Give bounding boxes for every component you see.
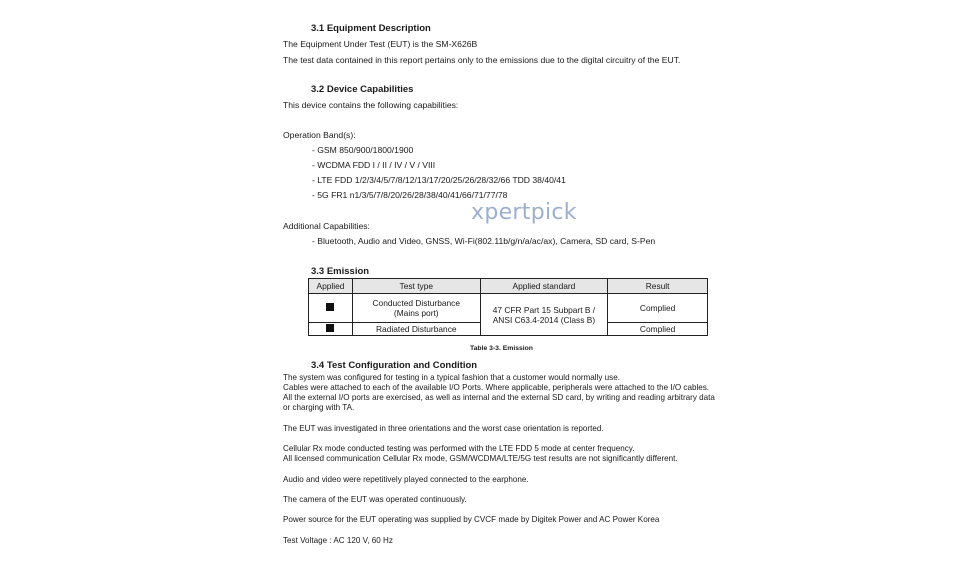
applied-cell	[309, 294, 353, 323]
test-type-line: Conducted Disturbance	[372, 298, 461, 308]
section-3-1-heading: 3.1 Equipment Description	[311, 23, 431, 34]
additional-capabilities-list: - Bluetooth, Audio and Video, GNSS, Wi-Fi(802.11b/g/n/a/ac/ax), Camera, SD card, S-Pen	[312, 236, 656, 246]
result-cell: Complied	[608, 323, 708, 336]
config-paragraph: All the external I/O ports are exercised, as well as internal and the external SD card, by writing and reading arbitrary data	[283, 393, 715, 402]
additional-capabilities-label: Additional Capabilities:	[283, 221, 370, 231]
band-item: - WCDMA FDD I / II / IV / V / VIII	[312, 160, 436, 170]
emission-table	[308, 278, 708, 336]
test-type-line: (Mains port)	[393, 308, 439, 318]
filled-checkbox-icon	[326, 303, 334, 311]
band-item: - LTE FDD 1/2/3/4/5/7/8/12/13/17/20/25/26/28/32/66 TDD 38/40/41	[312, 175, 566, 185]
section-3-4-heading: 3.4 Test Configuration and Condition	[311, 360, 478, 371]
test-voltage-paragraph: Test Voltage : AC 120 V, 60 Hz	[283, 536, 393, 545]
applied-cell	[309, 323, 353, 336]
test-data-line: The test data contained in this report pertains only to the emissions due to the digital circuitry of the EUT.	[283, 55, 681, 65]
watermark-logo: xpertpick	[471, 200, 577, 225]
config-paragraph: Cables were attached to each of the available I/O Ports. Where applicable, peripherals were attached to the I/O cables.	[283, 383, 710, 392]
power-source-paragraph: Power source for the EUT operating was supplied by CVCF made by Digitek Power and AC Power Korea	[283, 515, 660, 524]
table-caption: Table 3-3. Emission	[470, 345, 533, 352]
table-row	[309, 294, 708, 323]
table-header-row	[309, 279, 708, 294]
header-applied-standard: Applied standard	[480, 279, 608, 294]
header-test-type: Test type	[352, 279, 480, 294]
header-result: Result	[608, 279, 708, 294]
result-cell: Complied	[608, 294, 708, 323]
test-type-cell: Radiated Disturbance	[352, 323, 480, 336]
audio-video-paragraph: Audio and video were repetitively played connected to the earphone.	[283, 475, 529, 484]
header-applied: Applied	[309, 279, 353, 294]
config-paragraph: The system was configured for testing in a typical fashion that a customer would normally use.	[283, 373, 620, 382]
camera-paragraph: The camera of the EUT was operated continuously.	[283, 495, 467, 504]
cellular-paragraph: All licensed communication Cellular Rx mode, GSM/WCDMA/LTE/5G test results are not significantly different.	[283, 454, 678, 463]
standard-line: 47 CFR Part 15 Subpart B /	[492, 304, 596, 315]
section-3-2-heading: 3.2 Device Capabilities	[311, 84, 414, 95]
test-type-cell	[352, 294, 480, 323]
band-item: - 5G FR1 n1/3/5/7/8/20/26/28/38/40/41/66/71/77/78	[312, 190, 508, 200]
config-paragraph: or charging with TA.	[283, 403, 355, 412]
section-3-3-heading: 3.3 Emission	[311, 266, 370, 277]
operation-bands-label: Operation Band(s):	[283, 130, 356, 140]
orientation-paragraph: The EUT was investigated in three orientations and the worst case orientation is reported.	[283, 424, 604, 433]
standard-line: ANSI C63.4-2014 (Class B)	[492, 314, 596, 325]
filled-checkbox-icon	[326, 324, 334, 332]
capabilities-intro: This device contains the following capabilities:	[283, 100, 459, 110]
applied-standard-cell	[480, 294, 608, 336]
band-item: - GSM 850/900/1800/1900	[312, 145, 414, 155]
cellular-paragraph: Cellular Rx mode conducted testing was performed with the LTE FDD 5 mode at center frequency.	[283, 444, 635, 453]
equipment-line: The Equipment Under Test (EUT) is the SM-X626B	[283, 39, 478, 49]
